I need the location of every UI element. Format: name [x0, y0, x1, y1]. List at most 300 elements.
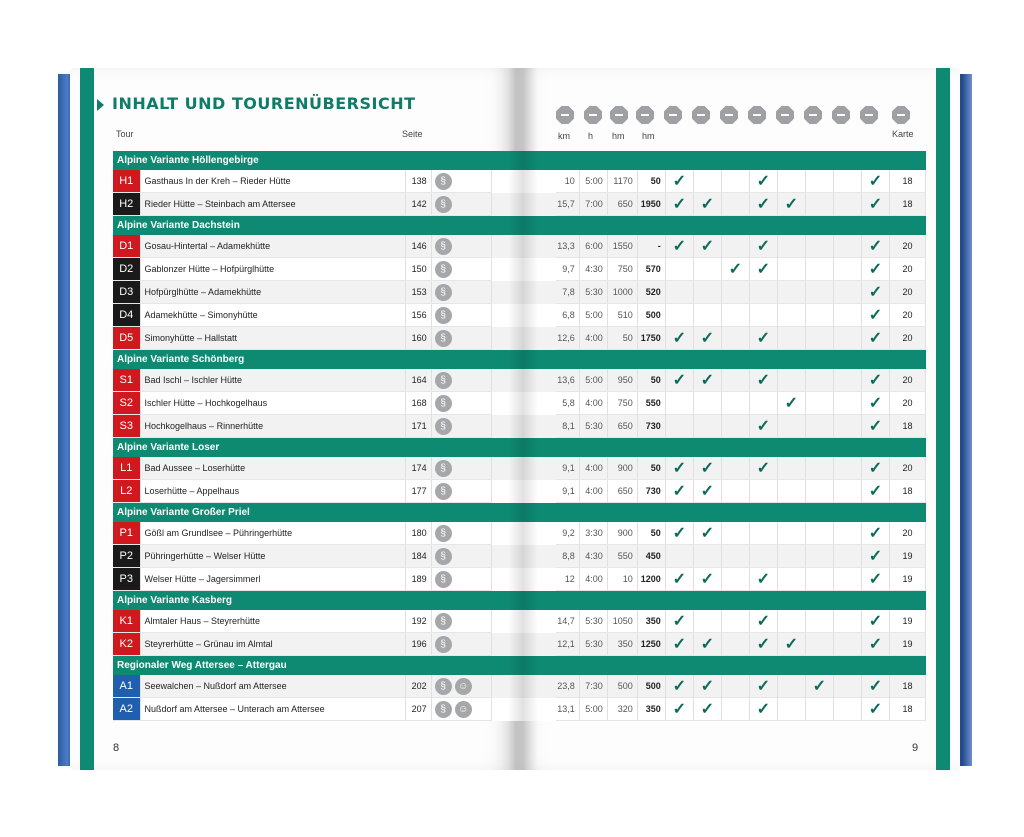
tour-code: S2 — [113, 392, 140, 415]
tour-row[interactable] — [113, 235, 926, 258]
check-icon: ✓ — [868, 483, 883, 500]
gutter-cell — [491, 610, 556, 633]
tour-page: 164 — [405, 369, 431, 392]
tour-code: D5 — [113, 327, 140, 350]
check-icon: ✓ — [812, 678, 827, 695]
check-cell — [805, 698, 833, 721]
category-icon — [832, 106, 850, 124]
tour-descent: 1200 — [637, 568, 665, 591]
tour-km: 15,7 — [556, 193, 579, 216]
check-cell — [861, 698, 889, 721]
check-cell — [861, 480, 889, 503]
check-cell — [665, 235, 693, 258]
check-cell — [721, 170, 749, 193]
check-cell — [861, 235, 889, 258]
tour-hours: 5:00 — [579, 304, 607, 327]
check-icon: ✓ — [868, 372, 883, 389]
tour-ascent: 500 — [607, 675, 637, 698]
gutter-cell — [491, 327, 556, 350]
tour-icons — [431, 522, 491, 545]
route-icon: § — [435, 525, 452, 542]
tour-ascent: 650 — [607, 415, 637, 438]
tour-ascent: 650 — [607, 193, 637, 216]
tour-row[interactable] — [113, 457, 926, 480]
tour-ascent: 1170 — [607, 170, 637, 193]
check-cell — [805, 369, 833, 392]
gutter-cell — [491, 633, 556, 656]
tour-km: 13,6 — [556, 369, 579, 392]
route-icon: § — [435, 196, 452, 213]
tour-ascent: 750 — [607, 258, 637, 281]
check-cell — [693, 327, 721, 350]
check-cell — [721, 369, 749, 392]
tour-page: 160 — [405, 327, 431, 350]
tour-row[interactable] — [113, 675, 926, 698]
route-icon: § — [435, 418, 452, 435]
tour-page: 138 — [405, 170, 431, 193]
category-icon — [692, 106, 710, 124]
check-cell — [805, 610, 833, 633]
check-cell — [833, 235, 861, 258]
tour-row[interactable] — [113, 545, 926, 568]
check-cell — [693, 392, 721, 415]
tour-page: 192 — [405, 610, 431, 633]
check-cell — [777, 304, 805, 327]
gutter-cell — [491, 258, 556, 281]
category-icon — [892, 106, 910, 124]
check-cell — [805, 457, 833, 480]
check-cell — [805, 522, 833, 545]
check-cell — [665, 675, 693, 698]
check-cell — [861, 415, 889, 438]
check-cell — [693, 193, 721, 216]
tour-descent: 50 — [637, 522, 665, 545]
check-icon: ✓ — [672, 701, 686, 718]
check-cell — [861, 675, 889, 698]
tour-ascent: 1550 — [607, 235, 637, 258]
check-icon: ✓ — [868, 571, 883, 588]
kids-icon: ☺ — [455, 678, 472, 695]
check-cell — [721, 281, 749, 304]
page-number-left: 8 — [113, 742, 120, 754]
section-title: Alpine Variante Loser — [113, 438, 926, 458]
tour-km: 13,1 — [556, 698, 579, 721]
route-icon: § — [435, 173, 452, 190]
check-cell — [777, 522, 805, 545]
check-cell — [749, 415, 777, 438]
tour-km: 12,6 — [556, 327, 579, 350]
tour-ascent: 750 — [607, 392, 637, 415]
tour-ascent: 1000 — [607, 281, 637, 304]
gutter-cell — [491, 568, 556, 591]
tour-icons — [431, 281, 491, 304]
check-cell — [721, 610, 749, 633]
check-cell — [777, 369, 805, 392]
tour-map: 20 — [889, 258, 925, 281]
tour-row[interactable] — [113, 522, 926, 545]
tour-name: Bad Ischl – Ischler Hütte — [140, 369, 405, 392]
check-icon: ✓ — [784, 636, 799, 653]
tour-descent: - — [637, 235, 665, 258]
check-cell — [693, 545, 721, 568]
route-icon: § — [435, 678, 452, 695]
tour-map: 20 — [889, 281, 925, 304]
check-icon: ✓ — [868, 284, 883, 301]
header-km: km — [558, 131, 570, 141]
check-icon: ✓ — [756, 571, 771, 588]
tour-icons — [431, 698, 491, 721]
tour-name: Gößl am Grundlsee – Pühringerhütte — [140, 522, 405, 545]
check-cell — [805, 170, 833, 193]
check-cell — [861, 457, 889, 480]
tour-icons — [431, 480, 491, 503]
check-icon: ✓ — [868, 307, 883, 324]
route-icon: § — [435, 613, 452, 630]
tour-map: 19 — [889, 568, 925, 591]
check-cell — [665, 281, 693, 304]
check-cell — [777, 258, 805, 281]
section-title: Alpine Variante Schönberg — [113, 350, 926, 370]
check-cell — [665, 327, 693, 350]
section-header — [113, 503, 926, 523]
check-cell — [833, 392, 861, 415]
tour-row[interactable] — [113, 610, 926, 633]
check-cell — [805, 327, 833, 350]
check-cell — [777, 392, 805, 415]
check-cell — [749, 480, 777, 503]
tour-km: 9,1 — [556, 480, 579, 503]
tour-descent: 500 — [637, 675, 665, 698]
tour-map: 19 — [889, 610, 925, 633]
check-cell — [833, 258, 861, 281]
section-header — [113, 591, 926, 611]
tour-page: 142 — [405, 193, 431, 216]
tour-hours: 4:30 — [579, 545, 607, 568]
tour-km: 8,1 — [556, 415, 579, 438]
tour-icons — [431, 392, 491, 415]
check-icon: ✓ — [756, 678, 771, 695]
tour-icons — [431, 235, 491, 258]
check-cell — [749, 545, 777, 568]
check-cell — [805, 258, 833, 281]
check-cell — [833, 327, 861, 350]
check-cell — [721, 698, 749, 721]
check-cell — [749, 568, 777, 591]
check-icon: ✓ — [868, 395, 883, 412]
route-icon: § — [435, 571, 452, 588]
check-cell — [721, 258, 749, 281]
tour-code: K2 — [113, 633, 140, 656]
tour-page: 202 — [405, 675, 431, 698]
tour-row[interactable] — [113, 170, 926, 193]
tour-map: 20 — [889, 369, 925, 392]
tour-hours: 5:00 — [579, 170, 607, 193]
tour-map: 18 — [889, 675, 925, 698]
tour-table — [113, 151, 926, 721]
tour-descent: 1950 — [637, 193, 665, 216]
tour-name: Seewalchen – Nußdorf am Attersee — [140, 675, 405, 698]
check-icon: ✓ — [868, 261, 883, 278]
tour-hours: 6:00 — [579, 235, 607, 258]
check-cell — [777, 415, 805, 438]
check-cell — [833, 369, 861, 392]
tour-map: 18 — [889, 170, 925, 193]
tour-km: 9,1 — [556, 457, 579, 480]
check-icon: ✓ — [672, 173, 686, 190]
tour-name: Welser Hütte – Jagersimmerl — [140, 568, 405, 591]
tour-map: 20 — [889, 522, 925, 545]
check-cell — [665, 369, 693, 392]
check-icon: ✓ — [728, 261, 743, 278]
check-cell — [833, 675, 861, 698]
title-arrow-icon — [97, 99, 104, 111]
gutter-cell — [491, 415, 556, 438]
check-icon: ✓ — [756, 372, 771, 389]
route-icon: § — [435, 701, 452, 718]
tour-code: H2 — [113, 193, 140, 216]
check-icon: ✓ — [756, 238, 771, 255]
check-cell — [749, 392, 777, 415]
check-cell — [833, 170, 861, 193]
category-icon — [860, 106, 878, 124]
tour-descent: 570 — [637, 258, 665, 281]
tour-code: A1 — [113, 675, 140, 698]
check-cell — [665, 545, 693, 568]
tour-code: D3 — [113, 281, 140, 304]
check-cell — [777, 610, 805, 633]
tour-ascent: 350 — [607, 633, 637, 656]
check-cell — [777, 327, 805, 350]
check-cell — [693, 235, 721, 258]
check-icon: ✓ — [700, 196, 714, 213]
tour-page: 153 — [405, 281, 431, 304]
tour-hours: 5:00 — [579, 369, 607, 392]
route-icon: § — [435, 460, 452, 477]
tour-hours: 4:00 — [579, 392, 607, 415]
check-cell — [665, 568, 693, 591]
check-cell — [749, 327, 777, 350]
tour-hours: 7:00 — [579, 193, 607, 216]
category-icon — [804, 106, 822, 124]
tour-descent: 1250 — [637, 633, 665, 656]
tour-code: P2 — [113, 545, 140, 568]
tour-icons — [431, 675, 491, 698]
check-icon: ✓ — [868, 238, 883, 255]
check-cell — [833, 415, 861, 438]
check-icon: ✓ — [868, 196, 883, 213]
tour-code: P1 — [113, 522, 140, 545]
gutter-cell — [491, 170, 556, 193]
tour-icons — [431, 170, 491, 193]
header-hm-up: hm — [612, 131, 625, 141]
tour-ascent: 320 — [607, 698, 637, 721]
check-cell — [777, 281, 805, 304]
tour-name: Loserhütte – Appelhaus — [140, 480, 405, 503]
tour-code: D2 — [113, 258, 140, 281]
gutter-cell — [491, 675, 556, 698]
tour-descent: 450 — [637, 545, 665, 568]
section-title: Alpine Variante Dachstein — [113, 216, 926, 236]
check-cell — [693, 568, 721, 591]
tour-name: Simonyhütte – Hallstatt — [140, 327, 405, 350]
tour-code: K1 — [113, 610, 140, 633]
tour-ascent: 900 — [607, 522, 637, 545]
check-icon: ✓ — [784, 395, 799, 412]
check-cell — [777, 545, 805, 568]
check-cell — [749, 522, 777, 545]
route-icon: § — [435, 284, 452, 301]
tour-icons — [431, 304, 491, 327]
tour-row[interactable] — [113, 281, 926, 304]
check-icon: ✓ — [868, 613, 883, 630]
check-cell — [805, 304, 833, 327]
tour-page: 174 — [405, 457, 431, 480]
section-header — [113, 151, 926, 170]
route-icon: § — [435, 261, 452, 278]
check-icon: ✓ — [756, 701, 771, 718]
check-cell — [665, 392, 693, 415]
tour-name: Almtaler Haus – Steyrerhütte — [140, 610, 405, 633]
tour-page: 177 — [405, 480, 431, 503]
tour-page: 180 — [405, 522, 431, 545]
tour-row[interactable] — [113, 698, 926, 721]
page-title: INHALT UND TOURENÜBERSICHT — [112, 94, 416, 113]
check-cell — [861, 522, 889, 545]
check-cell — [861, 170, 889, 193]
tour-ascent: 510 — [607, 304, 637, 327]
tour-row[interactable] — [113, 304, 926, 327]
check-cell — [861, 304, 889, 327]
right-page-green-bar — [936, 68, 950, 770]
check-cell — [749, 235, 777, 258]
tour-icons — [431, 415, 491, 438]
section-header — [113, 216, 926, 236]
check-icon: ✓ — [700, 525, 714, 542]
tour-km: 10 — [556, 170, 579, 193]
category-icon — [748, 106, 766, 124]
check-cell — [861, 568, 889, 591]
check-cell — [721, 235, 749, 258]
header-tour: Tour — [116, 129, 134, 139]
tour-row[interactable] — [113, 327, 926, 350]
check-cell — [833, 193, 861, 216]
check-cell — [833, 568, 861, 591]
tour-name: Gasthaus In der Kreh – Rieder Hütte — [140, 170, 405, 193]
tour-km: 8,8 — [556, 545, 579, 568]
check-icon: ✓ — [868, 548, 883, 565]
tour-map: 19 — [889, 545, 925, 568]
tour-descent: 350 — [637, 610, 665, 633]
tour-row[interactable] — [113, 392, 926, 415]
check-cell — [665, 480, 693, 503]
check-cell — [749, 610, 777, 633]
check-cell — [665, 610, 693, 633]
check-cell — [833, 610, 861, 633]
check-cell — [693, 698, 721, 721]
check-cell — [805, 235, 833, 258]
tour-descent: 350 — [637, 698, 665, 721]
tour-icons — [431, 258, 491, 281]
check-cell — [693, 522, 721, 545]
tour-name: Hofpürglhütte – Adamekhütte — [140, 281, 405, 304]
gutter-cell — [491, 457, 556, 480]
header-h: h — [588, 131, 594, 141]
check-cell — [833, 545, 861, 568]
check-cell — [665, 633, 693, 656]
check-cell — [665, 193, 693, 216]
tour-map: 19 — [889, 633, 925, 656]
section-title: Regionaler Weg Attersee – Attergau — [113, 656, 926, 676]
check-cell — [721, 457, 749, 480]
tour-icons — [431, 568, 491, 591]
check-cell — [721, 392, 749, 415]
tour-icons — [431, 369, 491, 392]
tour-row[interactable] — [113, 369, 926, 392]
check-cell — [861, 258, 889, 281]
check-icon: ✓ — [672, 330, 686, 347]
tour-row[interactable] — [113, 415, 926, 438]
check-icon: ✓ — [700, 571, 714, 588]
tour-descent: 730 — [637, 480, 665, 503]
tour-map: 20 — [889, 457, 925, 480]
tour-row[interactable] — [113, 480, 926, 503]
route-icon: § — [435, 330, 452, 347]
check-cell — [861, 392, 889, 415]
check-cell — [665, 698, 693, 721]
check-cell — [833, 480, 861, 503]
tour-ascent: 950 — [607, 369, 637, 392]
check-cell — [833, 522, 861, 545]
gutter-cell — [491, 304, 556, 327]
tour-descent: 50 — [637, 457, 665, 480]
check-cell — [665, 304, 693, 327]
tour-row[interactable] — [113, 193, 926, 216]
check-icon: ✓ — [868, 330, 883, 347]
tour-name: Nußdorf am Attersee – Unterach am Attersee — [140, 698, 405, 721]
check-cell — [777, 675, 805, 698]
check-cell — [861, 193, 889, 216]
check-cell — [721, 415, 749, 438]
tour-km: 6,8 — [556, 304, 579, 327]
header-hm-down: hm — [642, 131, 655, 141]
check-cell — [833, 281, 861, 304]
tour-row[interactable] — [113, 258, 926, 281]
gutter-cell — [491, 392, 556, 415]
tour-km: 23,8 — [556, 675, 579, 698]
kids-icon: ☺ — [455, 701, 472, 718]
check-cell — [721, 480, 749, 503]
gutter-cell — [491, 235, 556, 258]
tour-map: 20 — [889, 327, 925, 350]
check-icon: ✓ — [756, 613, 771, 630]
tour-row[interactable] — [113, 568, 926, 591]
check-icon: ✓ — [672, 636, 686, 653]
category-icon — [610, 106, 628, 124]
tour-map: 18 — [889, 193, 925, 216]
tour-page: 168 — [405, 392, 431, 415]
tour-row[interactable] — [113, 633, 926, 656]
tour-icons — [431, 457, 491, 480]
route-icon: § — [435, 372, 452, 389]
check-cell — [749, 675, 777, 698]
tour-ascent: 650 — [607, 480, 637, 503]
category-icon — [556, 106, 574, 124]
tour-code: A2 — [113, 698, 140, 721]
tour-name: Bad Aussee – Loserhütte — [140, 457, 405, 480]
check-cell — [805, 392, 833, 415]
check-cell — [693, 281, 721, 304]
tour-hours: 4:30 — [579, 258, 607, 281]
